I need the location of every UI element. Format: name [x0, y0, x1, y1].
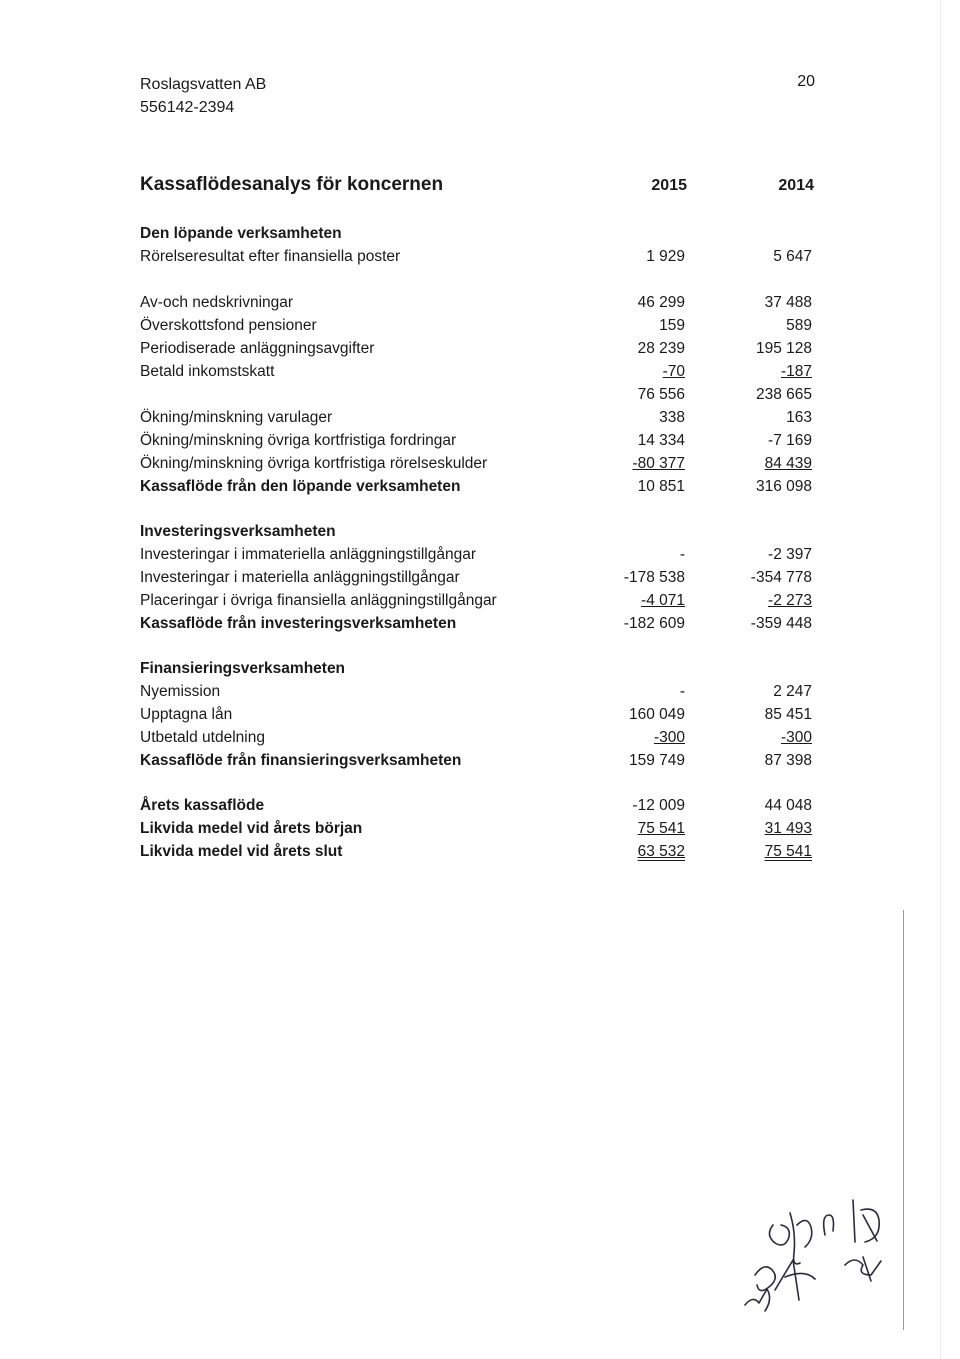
table-row: [137, 680, 815, 703]
table-row: [137, 452, 815, 475]
cash-closing-row: [137, 840, 815, 863]
row-label: Den löpande verksamheten: [140, 225, 342, 242]
value-2014: -300: [780, 729, 812, 746]
row-label: Placeringar i övriga finansiella anläggningstillgångar: [140, 592, 497, 609]
value-2015: 46 299: [637, 294, 685, 311]
value-2014: 31 493: [764, 820, 812, 837]
row-label: Likvida medel vid årets slut: [140, 843, 343, 860]
table-row: [137, 245, 815, 268]
value-2014: 316 098: [755, 478, 812, 495]
value-2015: -182 609: [623, 615, 685, 632]
value-2015: 63 532: [637, 843, 685, 860]
value-2014: -2 397: [768, 546, 812, 563]
value-2015: 1 929: [646, 248, 685, 265]
row-label: Investeringsverksamheten: [140, 523, 336, 540]
table-row: [137, 291, 815, 314]
value-2015: 14 334: [637, 432, 685, 449]
value-2014: 37 488: [764, 294, 812, 311]
total-row-investing: [137, 612, 815, 635]
row-label: Ökning/minskning övriga kortfristiga fordringar: [140, 432, 457, 449]
value-2014: -187: [780, 363, 812, 380]
row-label: Rörelseresultat efter finansiella poster: [140, 248, 401, 265]
value-2014: 75 541: [764, 843, 812, 860]
row-label: Kassaflöde från den löpande verksamheten: [140, 478, 461, 495]
row-label: Betald inkomstskatt: [140, 363, 275, 380]
total-row-cashflow: [137, 794, 815, 817]
table-row: [137, 406, 815, 429]
table-row: [137, 337, 815, 360]
handwritten-signatures: [735, 1195, 905, 1325]
table-row: [137, 726, 815, 749]
row-label: Finansieringsverksamheten: [140, 660, 346, 677]
row-label: Kassaflöde från finansieringsverksamheten: [140, 752, 462, 769]
section-heading-operating: [137, 222, 815, 245]
org-number: 556142-2394: [140, 99, 235, 116]
table-row: [137, 360, 815, 383]
value-2014: 85 451: [764, 706, 812, 723]
row-label: Ökning/minskning övriga kortfristiga rörelseskulder: [140, 455, 488, 472]
value-2015: -12 009: [632, 797, 685, 814]
subtotal-row: [137, 383, 815, 406]
value-2014: -359 448: [750, 615, 812, 632]
value-2015: 75 541: [637, 820, 685, 837]
title-row: [140, 174, 815, 200]
value-2015: -70: [662, 363, 685, 380]
value-2014: 84 439: [764, 455, 812, 472]
value-2014: 2 247: [773, 683, 812, 700]
value-2015: 338: [659, 409, 685, 426]
row-label: Investeringar i materiella anläggningstillgångar: [140, 569, 460, 586]
value-2014: 163: [786, 409, 812, 426]
section-heading-investing: [137, 520, 815, 543]
value-2015: 10 851: [637, 478, 685, 495]
value-2015: 76 556: [637, 386, 685, 403]
value-2015: -: [679, 683, 685, 700]
table-row: [137, 589, 815, 612]
row-label: Periodiserade anläggningsavgifter: [140, 340, 375, 357]
row-label: Kassaflöde från investeringsverksamheten: [140, 615, 457, 632]
value-2015: -300: [653, 729, 685, 746]
year-column-2014: 2014: [778, 177, 814, 194]
row-label: Investeringar i immateriella anläggningstillgångar: [140, 546, 477, 563]
company-header: [140, 73, 266, 119]
table-row: [137, 543, 815, 566]
total-row-financing: [137, 749, 815, 772]
company-name: Roslagsvatten AB: [140, 76, 267, 93]
value-2014: 238 665: [755, 386, 812, 403]
value-2015: 160 049: [628, 706, 685, 723]
value-2014: 44 048: [764, 797, 812, 814]
row-label: Av-och nedskrivningar: [140, 294, 294, 311]
value-2015: -4 071: [641, 592, 685, 609]
value-2015: -: [679, 546, 685, 563]
value-2014: 195 128: [755, 340, 812, 357]
value-2014: 87 398: [764, 752, 812, 769]
value-2014: 5 647: [773, 248, 812, 265]
section-heading-financing: [137, 657, 815, 680]
table-row: [137, 314, 815, 337]
value-2014: -2 273: [768, 592, 812, 609]
year-column-2015: 2015: [651, 177, 687, 194]
row-label: Årets kassaflöde: [140, 797, 265, 814]
page-number: 20: [797, 73, 815, 90]
table-row: [137, 429, 815, 452]
row-label: Likvida medel vid årets början: [140, 820, 363, 837]
value-2015: -178 538: [623, 569, 685, 586]
value-2015: 159 749: [628, 752, 685, 769]
value-2015: 28 239: [637, 340, 685, 357]
table-row: [137, 566, 815, 589]
value-2015: -80 377: [632, 455, 685, 472]
value-2014: -7 169: [768, 432, 812, 449]
cash-opening-row: [137, 817, 815, 840]
value-2014: 589: [786, 317, 812, 334]
row-label: Utbetald utdelning: [140, 729, 265, 746]
row-label: Ökning/minskning varulager: [140, 409, 333, 426]
total-row-operating: [137, 475, 815, 498]
row-label: Överskottsfond pensioner: [140, 317, 317, 334]
row-label: Nyemission: [140, 683, 221, 700]
value-2014: -354 778: [750, 569, 812, 586]
value-2015: 159: [659, 317, 685, 334]
table-row: [137, 703, 815, 726]
page-title: Kassaflödesanalys för koncernen: [140, 174, 444, 195]
scan-edge-line: [940, 0, 941, 1359]
row-label: Upptagna lån: [140, 706, 233, 723]
